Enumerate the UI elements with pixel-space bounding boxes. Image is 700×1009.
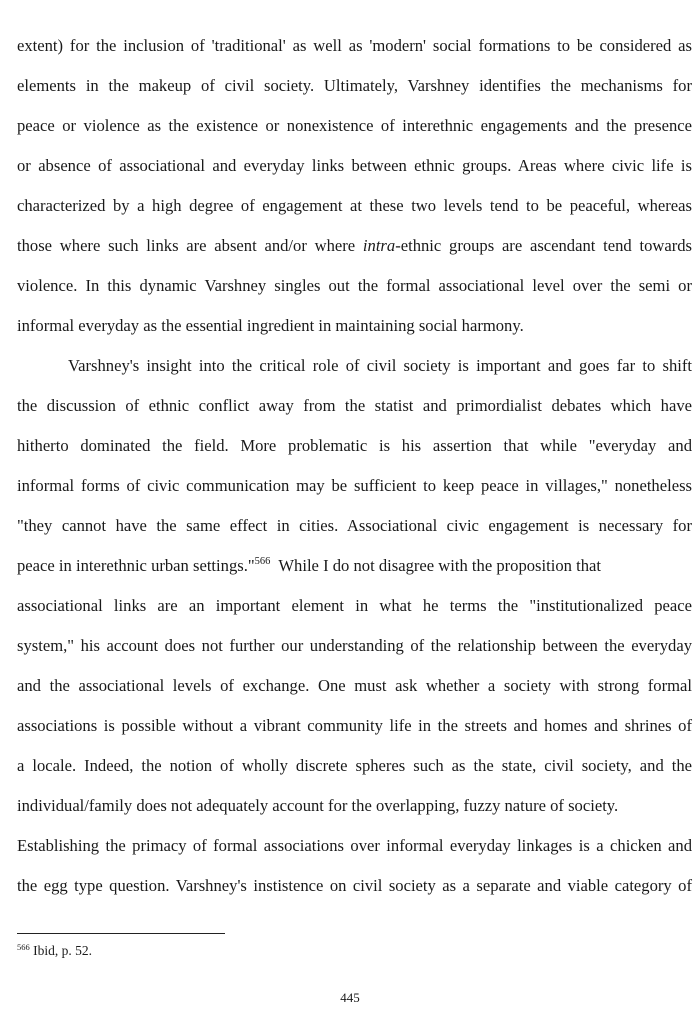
italic-text: intra bbox=[362, 236, 396, 255]
text-line: system," his account does not further our understanding of the relationship between the everyday bbox=[17, 636, 692, 655]
text-line: Varshney's insight into the critical role of civil society is important and goes far to shift bbox=[68, 356, 692, 375]
text-segment: -ethnic groups are ascendant tend towards bbox=[395, 236, 693, 255]
text-line: individual/family does not adequately account for the overlapping, fuzzy nature of society. bbox=[17, 796, 619, 815]
text-line: the egg type question. Varshney's instistence on civil society as a separate and viable category of bbox=[17, 876, 692, 895]
text-line: or absence of associational and everyday links between ethnic groups. Areas where civic life is bbox=[17, 156, 692, 175]
footnote-separator bbox=[17, 933, 225, 934]
text-line: violence. In this dynamic Varshney singles out the formal associational level over the semi or bbox=[17, 276, 692, 295]
text-line: a locale. Indeed, the notion of wholly discrete spheres such as the state, civil society, and the bbox=[17, 756, 692, 775]
text-line: associational links are an important element in what he terms the "institutionalized peace bbox=[17, 596, 692, 615]
text-line: informal forms of civic communication may be sufficient to keep peace in villages," nonetheless bbox=[17, 476, 692, 495]
text-line: associations is possible without a vibrant community life in the streets and homes and shrines of bbox=[17, 716, 692, 735]
footnote-marker: 566 bbox=[17, 942, 30, 952]
text-line bbox=[17, 546, 692, 586]
body-text bbox=[17, 26, 692, 906]
footnote bbox=[17, 942, 92, 961]
text-segment: peace in interethnic urban settings." bbox=[17, 556, 255, 575]
text-line: Establishing the primacy of formal associations over informal everyday linkages is a chicken and bbox=[17, 836, 692, 855]
page-number: 445 bbox=[340, 990, 360, 1005]
text-line: the discussion of ethnic conflict away from the statist and primordialist debates which have bbox=[17, 396, 692, 415]
text-line: elements in the makeup of civil society. Ultimately, Varshney identifies the mechanisms for bbox=[17, 76, 692, 95]
text-line: "they cannot have the same effect in cities. Associational civic engagement is necessary for bbox=[17, 516, 692, 535]
text-line bbox=[17, 226, 692, 266]
text-line: extent) for the inclusion of 'traditional' as well as 'modern' social formations to be considered as bbox=[17, 36, 692, 55]
text-segment: While I do not disagree with the proposition that bbox=[270, 556, 601, 575]
text-line: characterized by a high degree of engagement at these two levels tend to be peaceful, whereas bbox=[17, 196, 692, 215]
text-line: informal everyday as the essential ingredient in maintaining social harmony. bbox=[17, 316, 524, 335]
text-segment: those where such links are absent and/or where bbox=[17, 236, 363, 255]
footnote-reference[interactable]: 566 bbox=[254, 556, 271, 567]
text-line: and the associational levels of exchange. One must ask whether a society with strong formal bbox=[17, 676, 692, 695]
text-line: hitherto dominated the field. More problematic is his assertion that while "everyday and bbox=[17, 436, 692, 455]
text-line: peace or violence as the existence or nonexistence of interethnic engagements and the presence bbox=[17, 116, 692, 135]
footnote-text: Ibid, p. 52. bbox=[29, 943, 92, 958]
